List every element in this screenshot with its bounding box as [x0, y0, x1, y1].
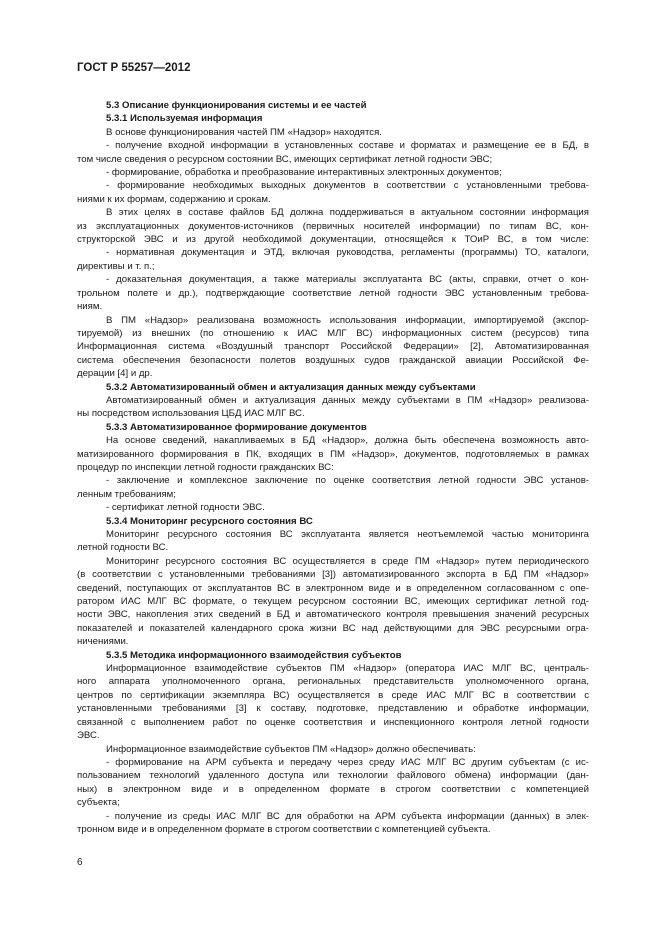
text-line: субъекта;	[77, 797, 120, 809]
text-line: ны посредством использования ЦБД ИАС МЛГ ВС.	[77, 408, 305, 420]
text-line: ратором ИАС МЛГ ВС формате, о текущем ресурсном состоянии ВС, имеющих сертификат летной год-	[77, 596, 589, 608]
text-line: - формирование на АРМ субъекта и передачу через среду ИАС МЛГ ВС другим субъектам (с ис-	[106, 756, 589, 768]
text-line: тируемой) из внешних (по отношению к ИАС МЛГ ВС) информационных систем (ресурсов) типа	[77, 327, 589, 339]
text-line: ЭВС.	[77, 730, 100, 742]
text-line: Информационное взаимодействие субъектов ПМ «Надзор» должно обеспечивать:	[106, 743, 476, 755]
text-line: - получение из среды ИАС МЛГ ВС для обработки на АРМ субъекта информации (данных) в элек-	[106, 810, 589, 822]
text-line: В ПМ «Надзор» реализована возможность использования информации, импортируемой (экспор-	[106, 314, 589, 326]
document-header: ГОСТ Р 55257—2012	[77, 62, 191, 74]
text-line: из эксплуатационных документов-источников (первичных носителей информации) по типам ВС, кон-	[77, 220, 589, 232]
text-line: ных) в электронном виде и в определенном формате в строгом соответствии с компетенцией	[77, 783, 589, 795]
text-line: директивы и т. п.;	[77, 260, 155, 272]
text-line: Мониторинг ресурсного состояния ВС эксплуатанта является неотъемлемой частью мониторинга	[106, 529, 589, 540]
section-heading: 5.3.5 Методика информационного взаимодействия субъектов	[106, 649, 402, 661]
text-line: ного аппарата уполномоченного органа, региональных представительств уполномоченного органа,	[77, 676, 589, 688]
text-line: сведений, поступающих от эксплуатантов ВС в электронном виде и в определенном согласованном с опе-	[77, 582, 589, 594]
text-line: На основе сведений, накапливаемых в БД «Надзор», должна быть обеспечена возможность авто-	[106, 435, 589, 447]
text-line: В основе функционирования частей ПМ «Надзор» находятся.	[106, 126, 382, 138]
section-heading: 5.3.1 Используемая информация	[106, 113, 263, 125]
text-line: структорской ЭВС и из другой необходимой документации, относящейся к ТОиР ВС, в том числе:	[77, 234, 589, 246]
text-line: процедур по инспекции летной годности гражданских ВС:	[77, 461, 334, 473]
section-heading: 5.3.2 Автоматизированный обмен и актуализация данных между субъектами	[106, 381, 476, 393]
text-line: Информационная система «Воздушный транспорт Российской Федерации» [2], Автоматизированная	[77, 341, 589, 353]
text-line: ности ЭВС, накопления этих сведений в БД и автоматического контроля превышения значений ресурсных	[77, 609, 589, 621]
text-line: система обеспечения безопасности полетов воздушных судов гражданской авиации Российской Фе-	[77, 354, 589, 366]
section-heading: 5.3.3 Автоматизированное формирование документов	[106, 421, 367, 433]
text-line: - формирование, обработка и преобразование интерактивных электронных документов;	[106, 167, 502, 179]
section-heading: 5.3.4 Мониторинг ресурсного состояния ВС	[106, 515, 313, 527]
text-line: дерации [4] и др.	[77, 368, 153, 380]
text-line: - сертификат летной годности ЭВС.	[106, 502, 265, 514]
page-number: 6	[77, 857, 83, 868]
document-body	[77, 99, 589, 836]
text-line: ниям.	[77, 301, 103, 313]
text-line: связанной с выполнением работ по оценке соответствия и инспекционного контроля летной годности	[77, 716, 589, 728]
text-line: - формирование необходимых выходных документов в соответствии с установленными требова-	[106, 180, 589, 192]
text-line: летной годности ВС.	[77, 542, 169, 554]
text-line: - получение входной информации в установленных составе и форматах и размещение ее в БД, в	[106, 140, 589, 152]
text-line: показателей и показателей календарного срока жизни ВС над действующими для ЭВС ресурсными огра-	[77, 622, 589, 634]
text-line: ленным требованиям;	[77, 488, 176, 500]
text-line: матизированного формирования в ПК, входящих в ПМ «Надзор», документов, подготовляемых в рамках	[77, 448, 589, 460]
text-line: тронном виде и в определенном формате в строгом соответствии с компетенцией субъекта.	[77, 823, 491, 835]
text-line: - нормативная документация и ЭТД, включая руководства, регламенты (программы) ТО, каталоги,	[106, 247, 589, 259]
text-line: трольном полете и др.), подтверждающие соответствие летной годности ЭВС установленным требова-	[77, 287, 589, 299]
text-line: - доказательная документация, а также материалы эксплуатанта ВС (акты, справки, отчет о кон-	[106, 274, 589, 286]
text-line: Мониторинг ресурсного состояния ВС осуществляется в среде ПМ «Надзор» путем периодического	[106, 555, 589, 567]
text-line: В этих целях в составе файлов БД должна поддерживаться в актуальном состоянии информация	[106, 207, 589, 219]
text-line: Автоматизированный обмен и актуализация данных между субъектами в ПМ «Надзор» реализова-	[106, 394, 589, 406]
section-heading: 5.3 Описание функционирования системы и ее частей	[106, 100, 367, 111]
text-line: том числе сведения о ресурсном состоянии ВС, имеющих сертификат летной годности ЭВС;	[77, 153, 493, 165]
text-line: центров по сертификации экземпляра ВС) осуществляется в среде ИАС МЛГ ВС в соответствии с	[77, 689, 589, 701]
text-line: ниями к их формам, содержанию и срокам.	[77, 193, 271, 205]
text-line: Информационное взаимодействие субъектов ПМ «Надзор» (оператора ИАС МЛГ ВС, централь-	[106, 663, 589, 675]
text-line: - заключение и комплексное заключение по оценке соответствия летной годности ЭВС установ-	[106, 475, 589, 487]
text-line: (в соответствии с установленными требованиями [3]) автоматизированного экспорта в БД ПМ «Надзор»	[77, 569, 589, 581]
text-line: установленными требованиями [3] к составу, подготовке, представлению и обработке информации,	[77, 703, 589, 715]
text-line: ничениями.	[77, 636, 129, 648]
text-line: пользованием технологий удаленного доступа или технологии файлового обмена) информации (дан-	[77, 770, 589, 782]
